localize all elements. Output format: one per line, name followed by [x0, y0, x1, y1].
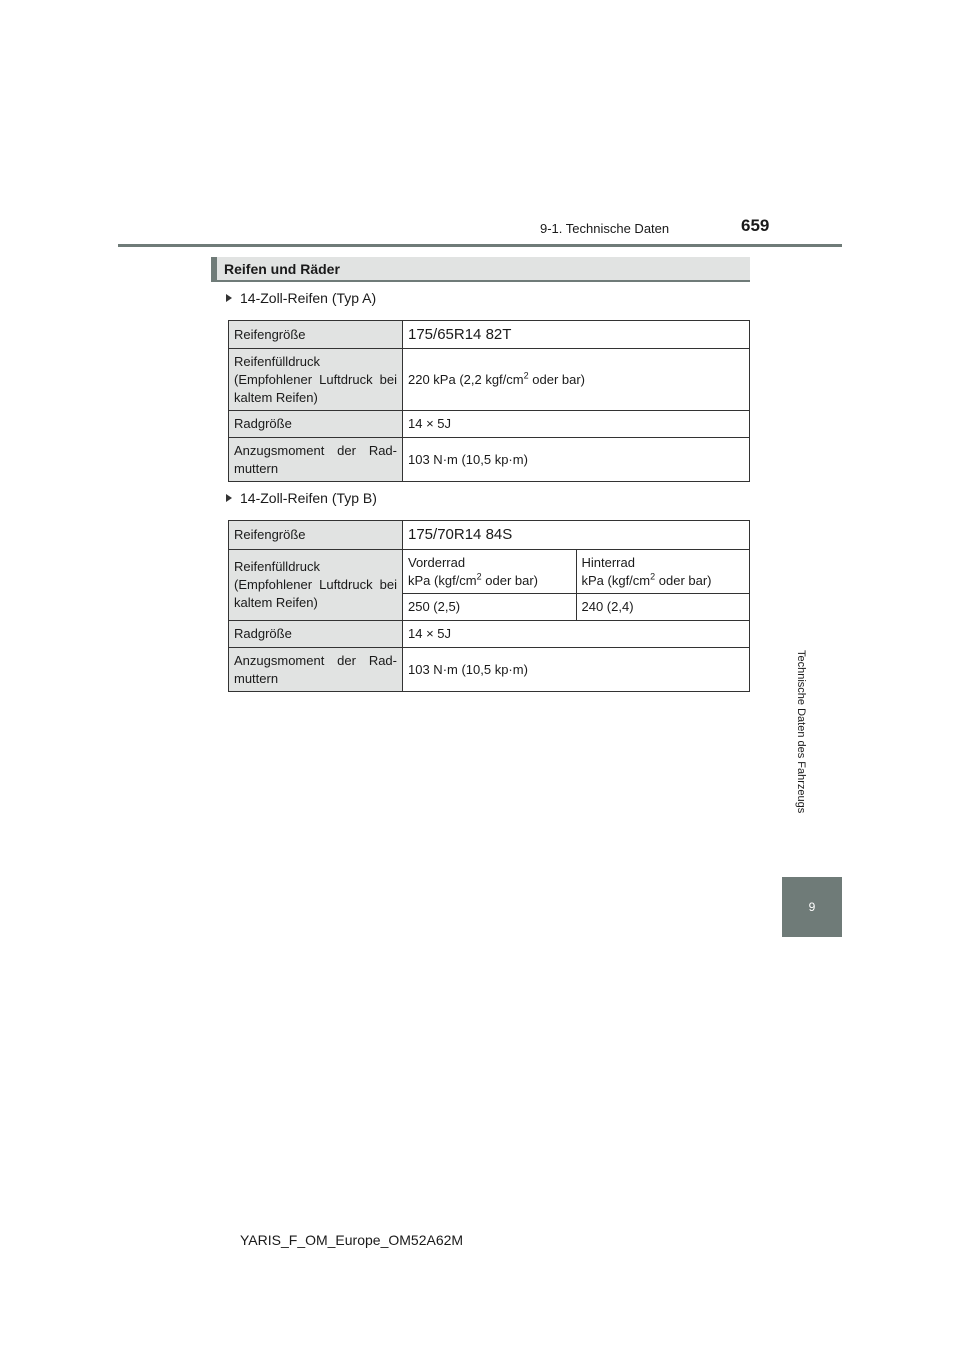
torque-label: Anzugsmoment der Rad-muttern [229, 648, 403, 692]
bullet-type-b [226, 490, 377, 506]
pressure-superscript: 2 [523, 370, 529, 381]
table-row [229, 321, 750, 349]
rear-unit-text: kPa (kgf/cm [581, 572, 651, 588]
section-heading-text: Reifen und Räder [224, 261, 340, 277]
table-row [229, 521, 750, 550]
wheel-size-value: 14 × 5J [403, 621, 750, 648]
tire-size-value: 175/65R14 82T [403, 321, 750, 349]
wheel-size-value: 14 × 5J [403, 411, 750, 438]
table-row [229, 438, 750, 482]
pressure-value-suffix: oder bar) [528, 371, 586, 387]
table-row [229, 648, 750, 692]
front-wheel-header [403, 550, 577, 594]
triangle-bullet-icon [226, 294, 232, 302]
section-reference: 9-1. Technische Daten [540, 221, 670, 236]
wheel-size-label: Radgröße [229, 411, 403, 438]
tire-size-value: 175/70R14 84S [403, 521, 750, 550]
chapter-side-label: Technische Daten des Fahrzeugs [795, 650, 807, 814]
page-number: 659 [741, 216, 770, 235]
table-row [229, 411, 750, 438]
tire-table-type-a [228, 320, 750, 482]
table-row [229, 621, 750, 648]
front-wheel-title: Vorderrad [408, 554, 466, 570]
bullet-type-a [226, 290, 376, 306]
heading-accent-bar [211, 257, 217, 282]
table-row [229, 550, 750, 594]
front-unit-suffix: oder bar) [481, 572, 539, 588]
rear-wheel-title: Hinterrad [581, 554, 635, 570]
front-unit-text: kPa (kgf/cm [408, 572, 477, 588]
torque-value: 103 N·m (10,5 kp·m) [403, 438, 750, 482]
chapter-tab [782, 877, 842, 937]
rear-wheel-unit [582, 572, 745, 590]
pressure-label: Reifenfülldruck (Empfohlener Luftdruck bei kaltem Reifen) [229, 550, 403, 621]
rear-pressure-value: 240 (2,4) [576, 594, 750, 621]
torque-label: Anzugsmoment der Rad-muttern [229, 438, 403, 482]
bullet-type-b-text: 14-Zoll-Reifen (Typ B) [240, 490, 377, 506]
header-divider [118, 244, 842, 247]
rear-wheel-header [576, 550, 750, 594]
table-row [229, 349, 750, 411]
rear-unit-superscript: 2 [650, 571, 656, 582]
pressure-value [403, 349, 750, 411]
tire-table-type-b [228, 520, 750, 692]
bullet-type-a-text: 14-Zoll-Reifen (Typ A) [240, 290, 377, 306]
wheel-size-label: Radgröße [229, 621, 403, 648]
triangle-bullet-icon [226, 494, 232, 502]
pressure-label: Reifenfülldruck (Empfohlener Luftdruck bei kaltem Reifen) [229, 349, 403, 411]
rear-unit-suffix: oder bar) [655, 572, 712, 588]
section-heading [211, 257, 750, 282]
pressure-value-text: 220 kPa (2,2 kgf/cm [408, 371, 524, 387]
front-wheel-unit [408, 572, 571, 590]
front-pressure-value: 250 (2,5) [403, 594, 577, 621]
tire-size-label: Reifengröße [229, 521, 403, 550]
tire-size-label: Reifengröße [229, 321, 403, 349]
document-id-footer: YARIS_F_OM_Europe_OM52A62M [240, 1232, 464, 1248]
front-unit-superscript: 2 [476, 571, 482, 582]
chapter-number: 9 [808, 900, 816, 914]
torque-value: 103 N·m (10,5 kp·m) [403, 648, 750, 692]
